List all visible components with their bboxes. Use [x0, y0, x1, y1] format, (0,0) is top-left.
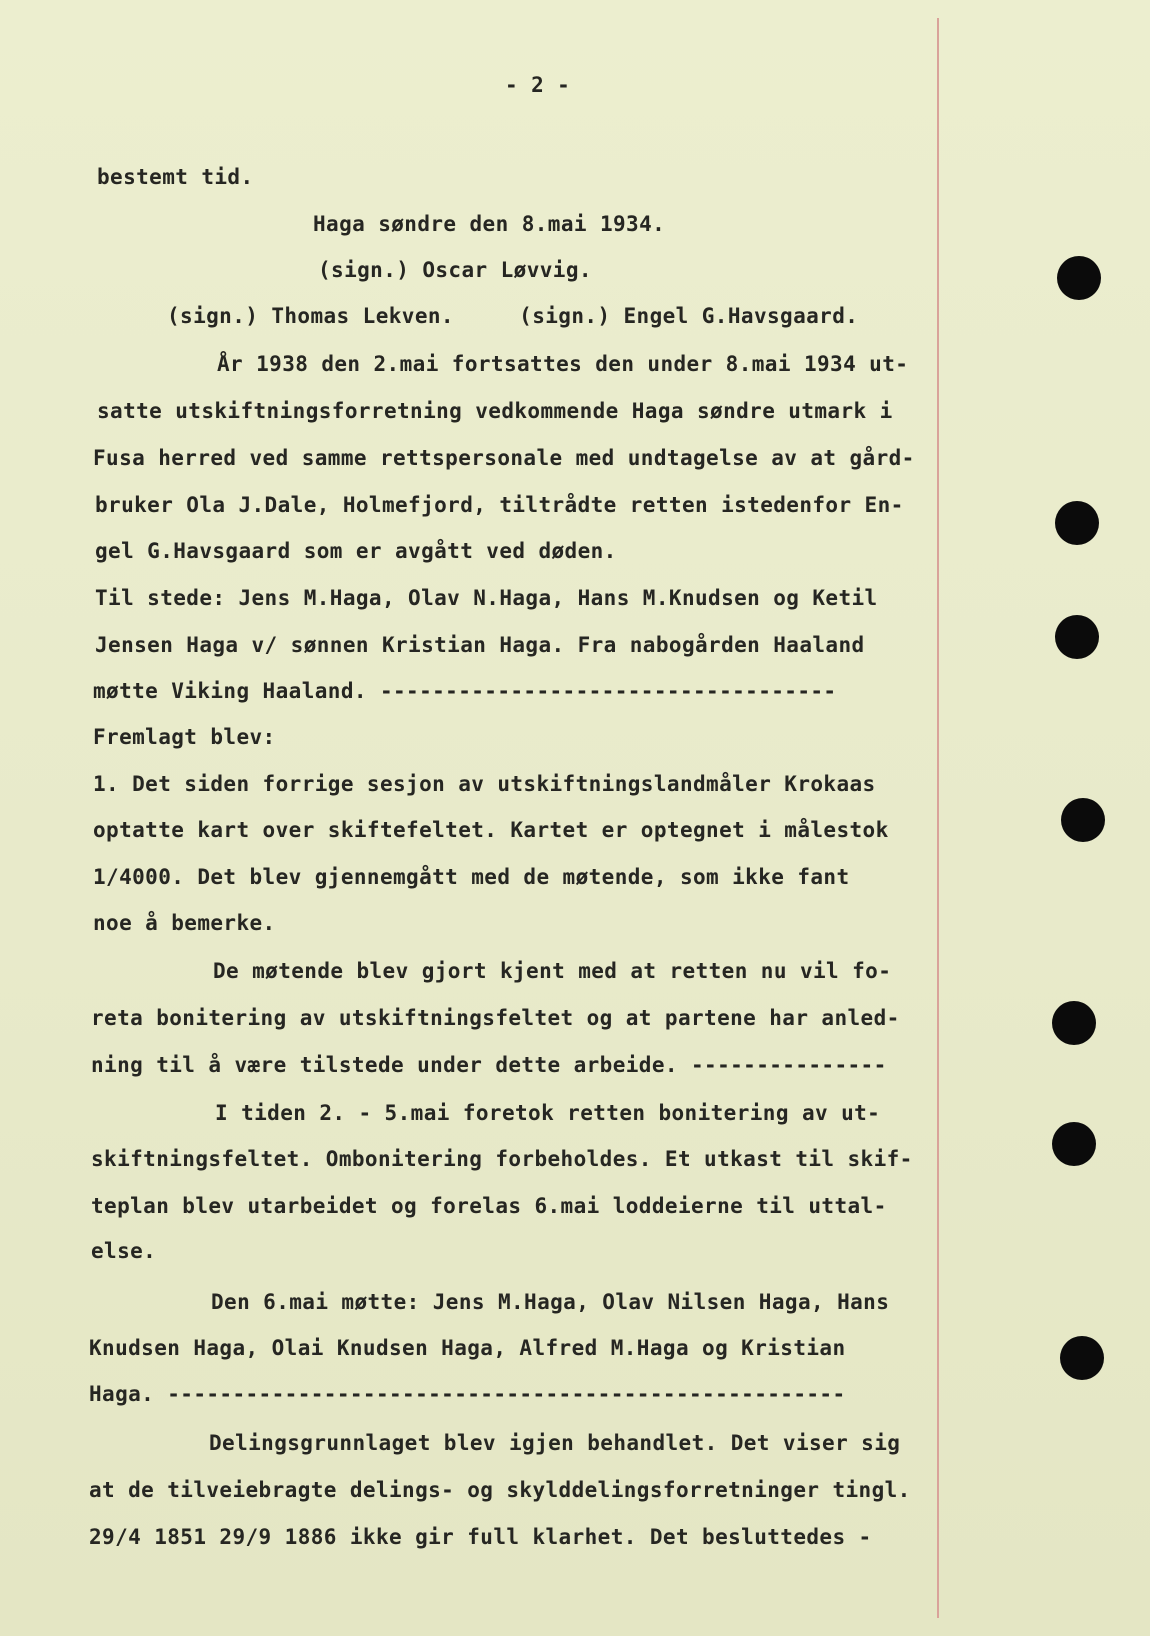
- text-line: (sign.) Thomas Lekven. (sign.) Engel G.Havsgaard.: [167, 304, 859, 328]
- text-line: Fusa herred ved samme rettspersonale med undtagelse av at gård-: [93, 446, 915, 470]
- text-line: noe å bemerke.: [93, 911, 276, 935]
- text-line: Haga søndre den 8.mai 1934.: [313, 212, 666, 236]
- margin-rule: [937, 18, 939, 1618]
- punch-hole: [1055, 615, 1099, 659]
- punch-hole: [1052, 1001, 1096, 1045]
- text-line: bruker Ola J.Dale, Holmefjord, tiltrådte retten istedenfor En-: [95, 493, 904, 517]
- text-line: teplan blev utarbeidet og forelas 6.mai loddeierne til uttal-: [91, 1194, 887, 1218]
- page-number: - 2 -: [505, 73, 571, 97]
- text-line: 1. Det siden forrige sesjon av utskiftningslandmåler Krokaas: [93, 772, 876, 796]
- text-line: møtte Viking Haaland. -----------------------------------: [93, 679, 837, 703]
- text-line: 29/4 1851 29/9 1886 ikke gir full klarhet. Det besluttedes -: [89, 1525, 872, 1549]
- punch-hole: [1055, 501, 1099, 545]
- text-line: at de tilveiebragte delings- og skylddelingsforretninger tingl.: [89, 1478, 911, 1502]
- text-line: gel G.Havsgaard som er avgått ved døden.: [95, 539, 617, 563]
- text-line: De møtende blev gjort kjent med at retten nu vil fo-: [213, 959, 892, 983]
- text-line: År 1938 den 2.mai fortsattes den under 8.mai 1934 ut-: [217, 352, 909, 376]
- punch-hole: [1060, 1336, 1104, 1380]
- text-line: optatte kart over skiftefeltet. Kartet er optegnet i målestok: [93, 818, 889, 842]
- text-line: skiftningsfeltet. Ombonitering forbeholdes. Et utkast til skif-: [91, 1147, 913, 1171]
- text-line: Delingsgrunnlaget blev igjen behandlet. Det viser sig: [209, 1431, 901, 1455]
- text-line: bestemt tid.: [97, 165, 254, 189]
- text-line: Til stede: Jens M.Haga, Olav N.Haga, Hans M.Knudsen og Ketil: [95, 586, 878, 610]
- text-line: Fremlagt blev:: [93, 725, 276, 749]
- text-line: satte utskiftningsforretning vedkommende Haga søndre utmark i: [97, 399, 893, 423]
- text-line: 1/4000. Det blev gjennemgått med de møtende, som ikke fant: [93, 865, 850, 889]
- text-line: Haga. ----------------------------------------------------: [89, 1382, 846, 1406]
- text-line: else.: [91, 1239, 157, 1263]
- text-line: Knudsen Haga, Olai Knudsen Haga, Alfred M.Haga og Kristian: [89, 1336, 846, 1360]
- text-line: I tiden 2. - 5.mai foretok retten bonitering av ut-: [215, 1101, 881, 1125]
- text-line: Den 6.mai møtte: Jens M.Haga, Olav Nilsen Haga, Hans: [211, 1290, 890, 1314]
- punch-hole: [1052, 1122, 1096, 1166]
- text-line: Jensen Haga v/ sønnen Kristian Haga. Fra nabogården Haaland: [95, 633, 865, 657]
- text-line: (sign.) Oscar Løvvig.: [318, 258, 592, 282]
- punch-hole: [1061, 798, 1105, 842]
- punch-hole: [1057, 256, 1101, 300]
- text-line: reta bonitering av utskiftningsfeltet og at partene har anled-: [91, 1006, 900, 1030]
- text-line: ning til å være tilstede under dette arbeide. ---------------: [91, 1053, 887, 1077]
